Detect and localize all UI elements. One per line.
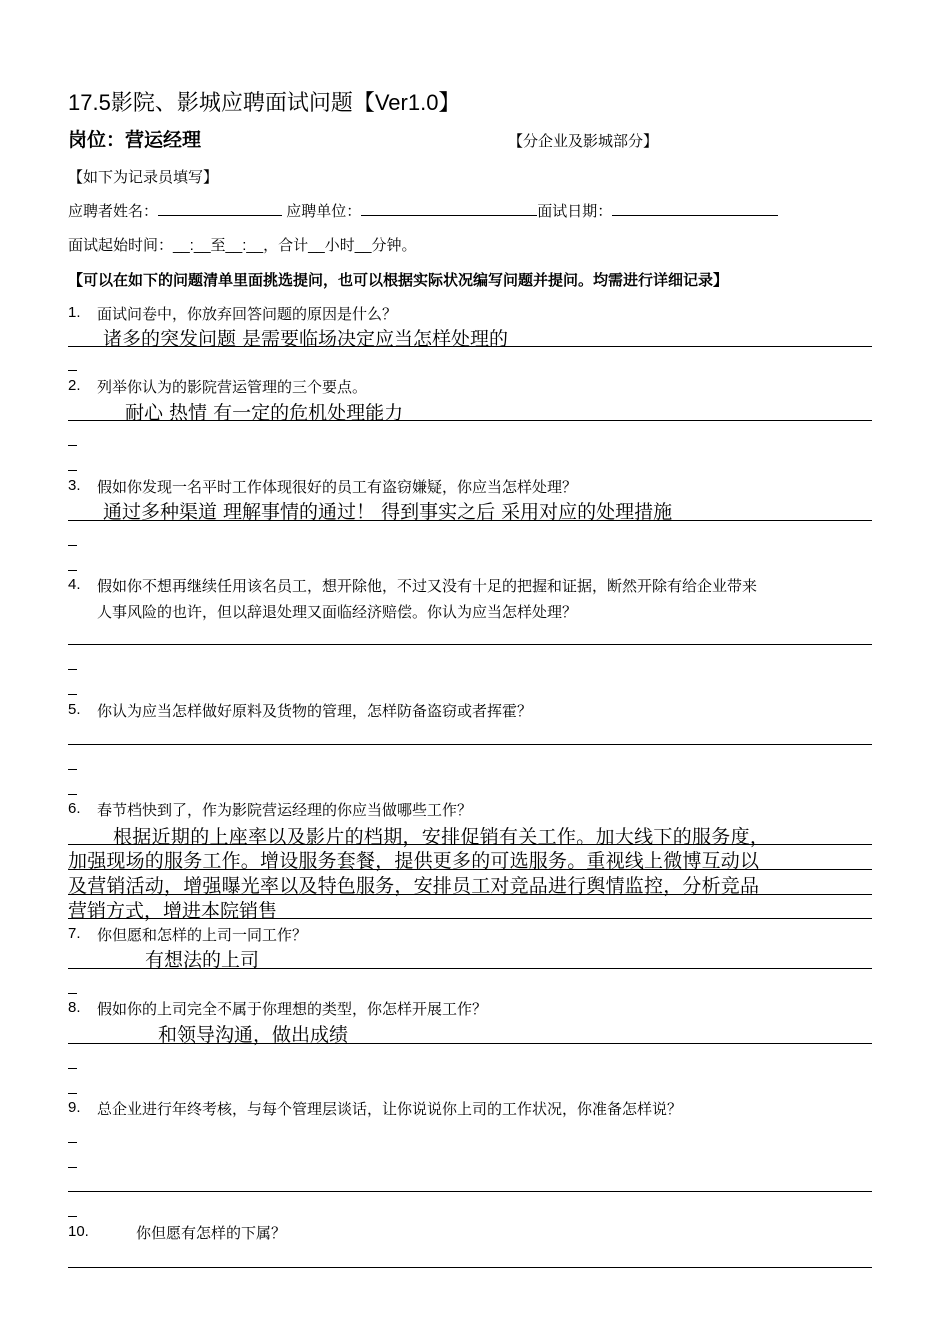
answer-dash <box>68 1142 77 1143</box>
question-text: 你但愿和怎样的上司一同工作？ <box>97 926 308 944</box>
answer-line <box>68 1191 872 1192</box>
answer-line <box>68 968 872 969</box>
answer-line-text: 加强现场的服务工作。增设服务套餐，提供更多的可选服务。重视线上微博互动以 <box>68 850 760 872</box>
answer-dash <box>68 370 77 371</box>
answer-line <box>68 346 872 347</box>
answer-line <box>68 744 872 745</box>
applicant-unit-blank[interactable] <box>361 201 537 216</box>
answer-dash <box>68 1216 77 1217</box>
question-number: 9. <box>68 1099 81 1116</box>
answer-line <box>68 520 872 521</box>
answer-text: 通过多种渠道 理解事情的通过！ 得到事实之后 采用对应的处理措施 <box>103 501 673 523</box>
question-text: 你认为应当怎样做好原料及货物的管理，怎样防备盗窃或者挥霍？ <box>97 702 533 720</box>
answer-line <box>68 1267 872 1268</box>
answer-line <box>68 844 872 845</box>
answer-line <box>68 918 872 919</box>
question-text: 总企业进行年终考核，与每个管理层谈话，让你说说你上司的工作状况，你准备怎样说？ <box>97 1100 683 1118</box>
question-number: 2. <box>68 377 81 394</box>
question-number: 10. <box>68 1223 89 1240</box>
answer-dash <box>68 545 77 546</box>
answer-text: 有想法的上司 <box>145 949 260 971</box>
question-text: 你但愿有怎样的下属？ <box>136 1224 287 1242</box>
answer-dash <box>68 769 77 770</box>
answer-dash <box>68 669 77 670</box>
answer-dash <box>68 1068 77 1069</box>
question-text: 列举你认为的影院营运管理的三个要点。 <box>97 378 368 396</box>
answer-line <box>68 869 872 870</box>
question-number: 6. <box>68 800 81 817</box>
question-number: 7. <box>68 925 81 942</box>
answer-dash <box>68 794 77 795</box>
question-text: 春节档快到了，作为影院营运经理的你应当做哪些工作？ <box>97 801 473 819</box>
answer-line <box>68 894 872 895</box>
question-number: 1. <box>68 304 81 321</box>
question-text: 假如你不想再继续任用该名员工，想开除他，不过又没有十足的把握和证据，断然开除有给企业带来 <box>97 577 758 595</box>
question-text: 面试问卷中，你放弃回答问题的原因是什么？ <box>97 305 398 323</box>
answer-line <box>68 644 872 645</box>
interview-date-blank[interactable] <box>612 201 778 216</box>
answer-text: 诸多的突发问题 是需要临场决定应当怎样处理的 <box>103 328 509 350</box>
answer-dash <box>68 1167 77 1168</box>
question-number: 4. <box>68 576 81 593</box>
section-note: 【分企业及影城部分】 <box>508 133 659 150</box>
instruction-text: 【可以在如下的问题清单里面挑选提问，也可以根据实际状况编写问题并提问。均需进行详细记录】 <box>68 272 729 289</box>
answer-dash <box>68 694 77 695</box>
answer-dash <box>68 445 77 446</box>
answer-dash <box>68 570 77 571</box>
applicant-name-field <box>68 200 778 221</box>
applicant-unit-label: 应聘单位： <box>286 203 362 220</box>
interview-time-field: 面试起始时间：__:__至__:__，合计__小时__分钟。 <box>68 237 417 254</box>
answer-line <box>68 420 872 421</box>
interview-date-label: 面试日期： <box>537 203 613 220</box>
applicant-name-label: 应聘者姓名： <box>68 203 159 220</box>
answer-dash <box>68 993 77 994</box>
answer-line-text: 营销方式，增进本院销售 <box>68 900 278 922</box>
answer-dash <box>68 470 77 471</box>
answer-line <box>68 1043 872 1044</box>
answer-text: 耐心 热情 有一定的危机处理能力 <box>125 402 404 424</box>
question-text-continued: 人事风险的也许，但以辞退处理又面临经济赔偿。你认为应当怎样处理？ <box>97 603 578 621</box>
answer-text: 和领导沟通，做出成绩 <box>158 1024 349 1046</box>
question-text: 假如你的上司完全不属于你理想的类型，你怎样开展工作？ <box>97 1000 488 1018</box>
answer-line-text: 及营销活动，增强曝光率以及特色服务，安排员工对竞品进行舆情监控，分析竞品 <box>68 875 760 897</box>
position-label: 岗位：营运经理 <box>68 130 202 151</box>
question-number: 5. <box>68 701 81 718</box>
answer-dash <box>68 1093 77 1094</box>
question-number: 3. <box>68 477 81 494</box>
applicant-name-blank[interactable] <box>158 201 282 216</box>
answer-line-text: 根据近期的上座率以及影片的档期，安排促销有关工作。加大线下的服务度， <box>113 826 770 848</box>
page-title: 17.5影院、影城应聘面试问题【Ver1.0】 <box>68 90 461 115</box>
question-number: 8. <box>68 999 81 1016</box>
recorder-note: 【如下为记录员填写】 <box>68 169 219 186</box>
question-text: 假如你发现一名平时工作体现很好的员工有盗窃嫌疑，你应当怎样处理？ <box>97 478 578 496</box>
